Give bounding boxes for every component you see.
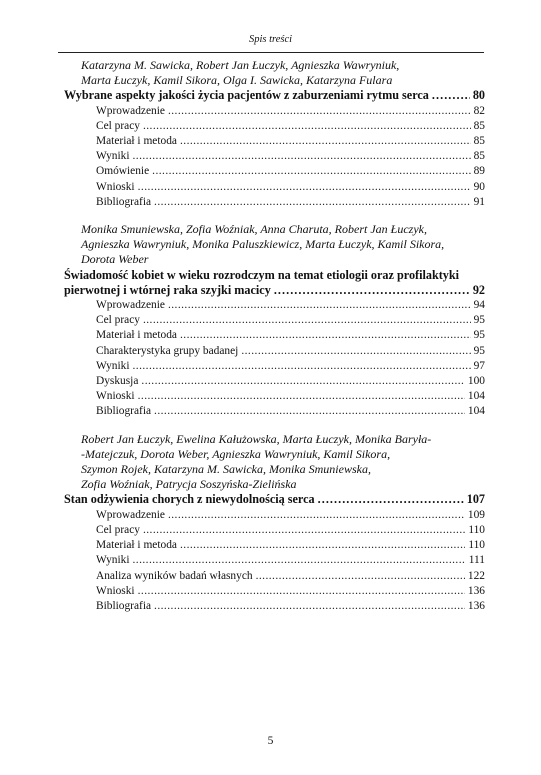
toc-entry-label: Analiza wyników badań własnych [96, 569, 253, 582]
dot-leader [154, 599, 465, 614]
toc-entry[interactable] [64, 523, 485, 538]
toc-entry[interactable] [64, 313, 485, 328]
toc-entry-page: 85 [473, 135, 485, 148]
chapter-title-text: Wybrane aspekty jakości życia pacjentów z zaburzeniami rytmu serca [64, 88, 429, 103]
chapter-title[interactable] [64, 88, 485, 103]
dot-leader [274, 283, 470, 298]
toc-entry-label: Cel pracy [96, 314, 140, 327]
toc-entry-page: 122 [467, 569, 485, 582]
toc-section [64, 222, 485, 420]
toc-entry[interactable] [64, 569, 485, 584]
author-line: Szymon Rojek, Katarzyna M. Sawicka, Monika Smuniewska, [81, 462, 371, 477]
toc-entry[interactable] [64, 359, 485, 374]
toc-entry-page: 104 [467, 390, 485, 403]
chapter-title[interactable] [64, 492, 485, 507]
dot-leader [152, 164, 470, 179]
dot-leader [132, 149, 470, 164]
toc-entry-page: 136 [467, 584, 485, 597]
dot-leader [138, 584, 465, 599]
toc-entry-page: 95 [473, 314, 485, 327]
chapter-title-row [64, 492, 485, 507]
toc-entry-label: Bibliografia [96, 599, 152, 612]
author-line: Agnieszka Wawryniuk, Monika Paluszkiewicz, Marta Łuczyk, Kamil Sikora, [81, 237, 445, 252]
chapter-title-text: Stan odżywienia chorych z niewydolnością serca [64, 492, 315, 507]
toc-entry-page: 111 [468, 554, 485, 567]
toc-entry[interactable] [64, 584, 485, 599]
toc-entry-page: 97 [473, 359, 485, 372]
toc-entry[interactable] [64, 328, 485, 343]
dot-leader [138, 389, 465, 404]
toc-entry-page: 89 [473, 165, 485, 178]
dot-leader [132, 553, 465, 568]
chapter-title-row [64, 283, 485, 298]
dot-leader [132, 359, 470, 374]
toc-entry[interactable] [64, 134, 485, 149]
toc-entry-label: Omówienie [96, 165, 150, 178]
toc-entry[interactable] [64, 553, 485, 568]
author-line: Marta Łuczyk, Kamil Sikora, Olga I. Sawicka, Katarzyna Fulara [81, 73, 393, 88]
dot-leader [168, 104, 471, 119]
dot-leader [154, 404, 465, 419]
header-rule [58, 52, 484, 53]
toc-entry[interactable] [64, 344, 485, 359]
table-of-contents [64, 58, 485, 626]
dot-leader [432, 88, 470, 103]
toc-entry-label: Wnioski [96, 584, 135, 597]
toc-entry-label: Dyskusja [96, 375, 139, 388]
dot-leader [143, 119, 471, 134]
toc-entry[interactable] [64, 508, 485, 523]
dot-leader [256, 569, 465, 584]
toc-entry-label: Materiał i metoda [96, 135, 177, 148]
toc-entry-page: 110 [468, 539, 485, 552]
author-line: Katarzyna M. Sawicka, Robert Jan Łuczyk, Agnieszka Wawryniuk, [81, 58, 400, 72]
toc-entry[interactable] [64, 389, 485, 404]
dot-leader [168, 298, 471, 313]
toc-entry-label: Charakterystyka grupy badanej [96, 344, 239, 357]
dot-leader [154, 195, 471, 210]
author-line: -Matejczuk, Dorota Weber, Agnieszka Wawryniuk, Kamil Sikora, [81, 446, 391, 461]
toc-entry[interactable] [64, 599, 485, 614]
toc-entry-label: Wyniki [96, 359, 130, 372]
toc-entry[interactable] [64, 195, 485, 210]
dot-leader [168, 508, 465, 523]
dot-leader [143, 523, 465, 538]
dot-leader [180, 134, 471, 149]
chapter-page-number: 80 [472, 88, 485, 103]
toc-entry-label: Wprowadzenie [96, 299, 165, 312]
dot-leader [180, 538, 465, 553]
chapter-title-row [64, 88, 485, 103]
toc-entry-page: 104 [467, 405, 485, 418]
toc-entry-page: 82 [473, 104, 485, 117]
toc-entry-label: Wyniki [96, 150, 130, 163]
toc-entry-label: Bibliografia [96, 405, 152, 418]
chapter-title[interactable] [64, 268, 485, 298]
toc-entry-label: Cel pracy [96, 523, 140, 536]
toc-entry-label: Materiał i metoda [96, 329, 177, 342]
page-number: 5 [267, 735, 274, 747]
toc-entry-page: 91 [473, 195, 485, 208]
toc-entry-page: 95 [473, 329, 485, 342]
toc-entry-page: 100 [467, 375, 485, 388]
toc-entry-label: Wnioski [96, 180, 135, 193]
toc-entry-label: Wyniki [96, 554, 130, 567]
toc-entry[interactable] [64, 104, 485, 119]
toc-entry[interactable] [64, 164, 485, 179]
section-authors [64, 222, 485, 268]
toc-entry[interactable] [64, 180, 485, 195]
toc-entry-page: 110 [468, 523, 485, 536]
author-line: Robert Jan Łuczyk, Ewelina Kałużowska, Marta Łuczyk, Monika Baryła- [81, 431, 432, 446]
toc-entry[interactable] [64, 149, 485, 164]
toc-entry-label: Bibliografia [96, 195, 152, 208]
toc-entry-page: 109 [467, 508, 485, 521]
toc-entry[interactable] [64, 374, 485, 389]
toc-entry-page: 90 [473, 180, 485, 193]
section-authors [64, 432, 485, 493]
toc-entry[interactable] [64, 404, 485, 419]
section-authors [64, 58, 485, 88]
dot-leader [318, 492, 464, 507]
dot-leader [241, 344, 470, 359]
toc-section [64, 432, 485, 614]
chapter-title-line: Świadomość kobiet w wieku rozrodczym na temat etiologii oraz profilaktyki [64, 267, 460, 282]
toc-entry-page: 94 [473, 299, 485, 312]
toc-entry-label: Wnioski [96, 390, 135, 403]
toc-entry-label: Cel pracy [96, 119, 140, 132]
toc-entry-page: 136 [467, 599, 485, 612]
chapter-page-number: 92 [472, 282, 485, 297]
dot-leader [138, 180, 471, 195]
chapter-title-text: pierwotnej i wtórnej raka szyjki macicy [64, 282, 271, 297]
running-header: Spis treści [248, 34, 293, 45]
dot-leader [143, 313, 471, 328]
author-line: Monika Smuniewska, Zofia Woźniak, Anna Charuta, Robert Jan Łuczyk, [81, 222, 427, 237]
toc-entry[interactable] [64, 538, 485, 553]
toc-entry-label: Wprowadzenie [96, 508, 165, 521]
toc-entry-label: Materiał i metoda [96, 539, 177, 552]
toc-entry-page: 95 [473, 344, 485, 357]
author-line: Zofia Woźniak, Patrycja Soszyńska-Zielińska [81, 477, 297, 492]
toc-entry-page: 85 [473, 150, 485, 163]
dot-leader [141, 374, 465, 389]
dot-leader [180, 328, 471, 343]
author-line: Dorota Weber [81, 252, 149, 267]
toc-entry[interactable] [64, 119, 485, 134]
toc-entry-label: Wprowadzenie [96, 104, 165, 117]
toc-entry[interactable] [64, 298, 485, 313]
chapter-page-number: 107 [466, 492, 485, 507]
toc-entry-page: 85 [473, 119, 485, 132]
toc-section [64, 58, 485, 210]
